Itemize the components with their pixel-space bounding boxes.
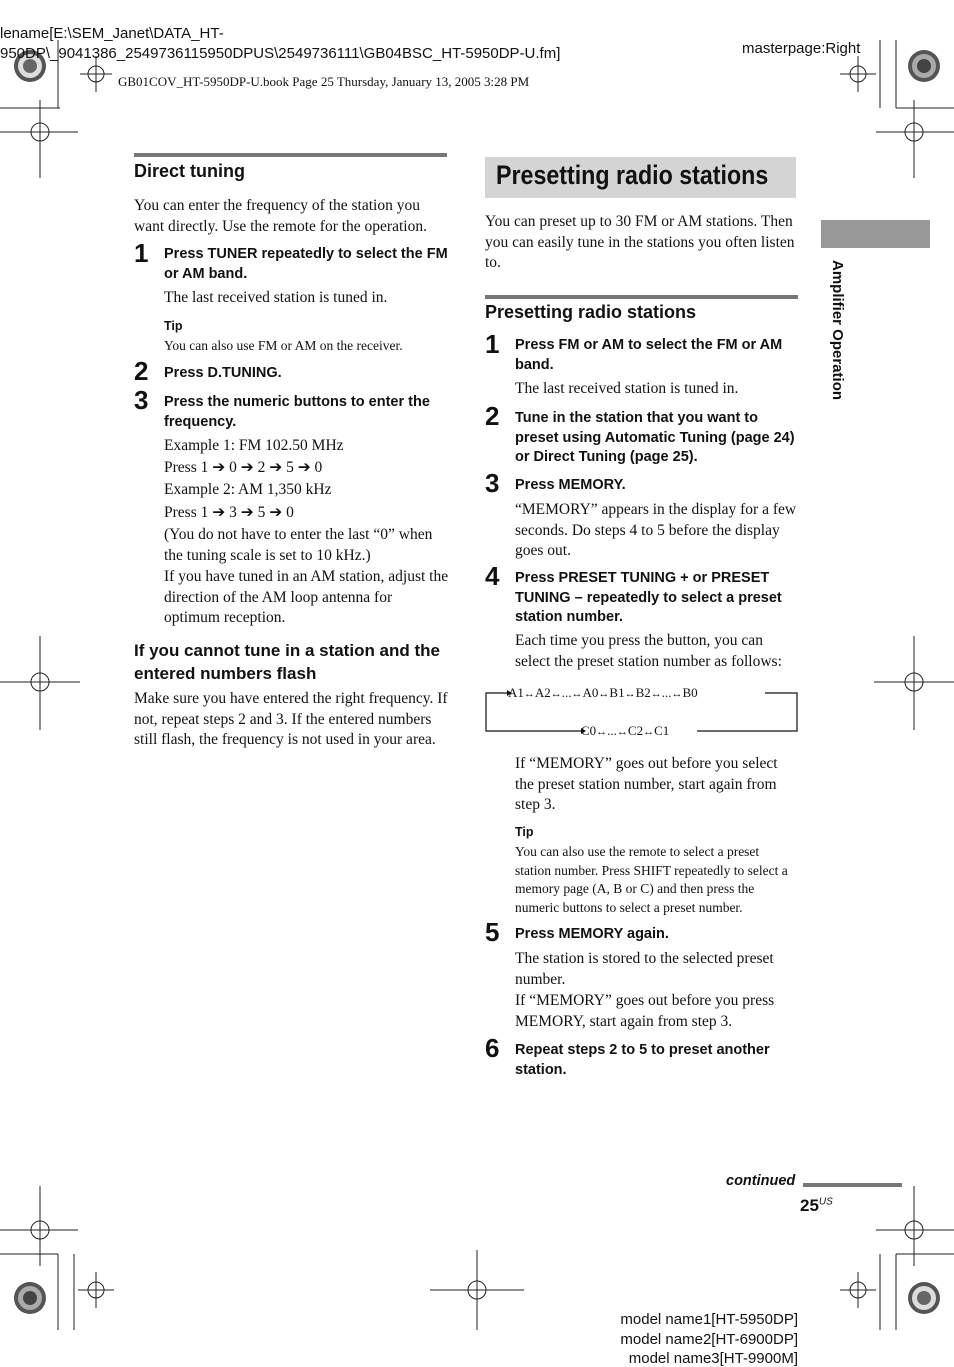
preset-label: B2 xyxy=(635,685,651,700)
step-text: Tune in the station that you want to preset using Automatic Tuning (page 24) or Direct Tuning (page 25). xyxy=(515,410,795,465)
continued-rule xyxy=(803,1183,902,1187)
book-info: GB01COV_HT-5950DP-U.book Page 25 Thursday, January 13, 2005 3:28 PM xyxy=(118,74,530,89)
tip-text: You can also use FM or AM on the receiver. xyxy=(164,338,403,353)
step-text: Press D.TUNING. xyxy=(164,365,282,381)
masterpage-label: masterpage:Right xyxy=(742,40,861,57)
page-number-suffix: US xyxy=(818,1196,833,1208)
preset-label: C2 xyxy=(627,723,644,738)
step-text: Press TUNER repeatedly to select the FM or AM band. xyxy=(164,246,448,282)
preset-label: B1 xyxy=(609,685,625,700)
direct-tuning-intro: You can enter the frequency of the station you want directly. Use the remote for the operation. xyxy=(134,197,427,235)
press-sequence-2: Press 1 ➔ 3 ➔ 5 ➔ 0 xyxy=(164,504,294,521)
note-1: (You do not have to enter the last “0” when the tuning scale is set to 10 kHz.) xyxy=(164,526,433,564)
example-1: Example 1: FM 102.50 MHz xyxy=(164,437,344,454)
step-number: 1 xyxy=(485,329,500,359)
bidirectional-arrow-icon: ↔ xyxy=(650,688,662,700)
bidirectional-arrow-icon: ↔ xyxy=(643,726,655,738)
bidirectional-arrow-icon: ↔ xyxy=(596,726,608,738)
step-text: Press MEMORY again. xyxy=(515,926,669,942)
preset-label: ... xyxy=(561,685,572,700)
trouble-text: Make sure you have entered the right frequency. If not, repeat steps 2 and 3. If the entered numbers still flash, the frequency is not used in your area. xyxy=(134,690,448,748)
step-desc: “MEMORY” appears in the display for a few seconds. Do steps 4 to 5 before the display goes out. xyxy=(515,501,797,559)
press-sequence-1: Press 1 ➔ 0 ➔ 2 ➔ 5 ➔ 0 xyxy=(164,459,323,476)
step-number: 6 xyxy=(485,1033,500,1063)
preset-bottom-row xyxy=(581,723,669,739)
bidirectional-arrow-icon: ↔ xyxy=(616,726,628,738)
model-name-3: model name3[HT-9900M] xyxy=(628,1350,798,1367)
side-tab-label: Amplifier Operation xyxy=(829,260,846,401)
filename-line-2: 950DP\_9041386_2549736115950DPUS\2549736111\GB04BSC_HT-5950DP-U.fm] xyxy=(0,45,561,62)
bidirectional-arrow-icon: ↔ xyxy=(624,688,636,700)
step-number: 2 xyxy=(485,401,500,431)
big-title: Presetting radio stations xyxy=(496,160,769,190)
filename-header xyxy=(0,24,560,64)
side-tab xyxy=(821,220,930,248)
bidirectional-arrow-icon: ↔ xyxy=(523,688,535,700)
note-2: If you have tuned in an AM station, adjust the direction of the AM loop antenna for optimum reception. xyxy=(164,568,449,626)
step-number: 2 xyxy=(134,356,149,386)
tip-label: Tip xyxy=(515,825,534,839)
preset-label: A0 xyxy=(582,685,599,700)
section-rule xyxy=(485,295,798,299)
step-desc: If “MEMORY” goes out before you press MEMORY, start again from step 3. xyxy=(515,992,775,1030)
preset-label: ... xyxy=(661,685,672,700)
preset-label: A2 xyxy=(534,685,551,700)
preset-label: B0 xyxy=(682,685,698,700)
model-name-1: model name1[HT-5950DP] xyxy=(620,1311,798,1328)
bidirectional-arrow-icon: ↔ xyxy=(671,688,683,700)
page-number-value: 25 xyxy=(800,1196,819,1215)
step-desc: The station is stored to the selected preset number. xyxy=(515,950,774,988)
after-diagram-text: If “MEMORY” goes out before you select the preset station number, start again from step 3. xyxy=(515,755,778,813)
step-desc: Each time you press the button, you can select the preset station number as follows: xyxy=(515,632,782,670)
bidirectional-arrow-icon: ↔ xyxy=(550,688,562,700)
step-number: 4 xyxy=(485,561,500,591)
preset-cycle-diagram xyxy=(485,682,799,736)
preset-label: ... xyxy=(607,723,617,738)
step-number: 1 xyxy=(134,238,149,268)
model-name-2: model name2[HT-6900DP] xyxy=(620,1331,798,1348)
step-text: Press the numeric buttons to enter the frequency. xyxy=(164,394,430,430)
presetting-title: Presetting radio stations xyxy=(485,302,697,322)
trouble-title: If you cannot tune in a station and the entered numbers flash xyxy=(134,641,441,683)
step-number: 3 xyxy=(485,468,500,498)
step-number: 5 xyxy=(485,917,500,947)
step-text: Press PRESET TUNING + or PRESET TUNING – repeatedly to select a preset station number. xyxy=(515,570,782,625)
step-desc: The last received station is tuned in. xyxy=(164,289,388,306)
step-number: 3 xyxy=(134,385,149,415)
filename-line-1: lename[E:\SEM_Janet\DATA_HT- xyxy=(0,25,224,42)
page-number xyxy=(800,1196,833,1216)
continued-label: continued xyxy=(726,1173,796,1189)
step-text: Press FM or AM to select the FM or AM band. xyxy=(515,337,783,373)
example-2: Example 2: AM 1,350 kHz xyxy=(164,481,332,498)
step-desc: The last received station is tuned in. xyxy=(515,380,739,397)
direct-tuning-title: Direct tuning xyxy=(134,161,245,181)
section-rule xyxy=(134,153,447,157)
tip-label: Tip xyxy=(164,319,183,333)
preset-label: A1 xyxy=(508,685,524,700)
bidirectional-arrow-icon: ↔ xyxy=(598,688,610,700)
tip-text: You can also use the remote to select a preset station number. Press SHIFT repeatedly to select a memory page (A, B or C) and then press the numeric buttons to select a preset number. xyxy=(515,844,788,915)
preset-label: C1 xyxy=(654,723,670,738)
preset-label: C0 xyxy=(581,723,597,738)
step-text: Press MEMORY. xyxy=(515,477,626,493)
bidirectional-arrow-icon: ↔ xyxy=(571,688,583,700)
preset-top-row xyxy=(508,685,698,701)
step-text: Repeat steps 2 to 5 to preset another station. xyxy=(515,1042,770,1078)
presetting-intro: You can preset up to 30 FM or AM stations. Then you can easily tune in the stations you often listen to. xyxy=(485,213,795,271)
